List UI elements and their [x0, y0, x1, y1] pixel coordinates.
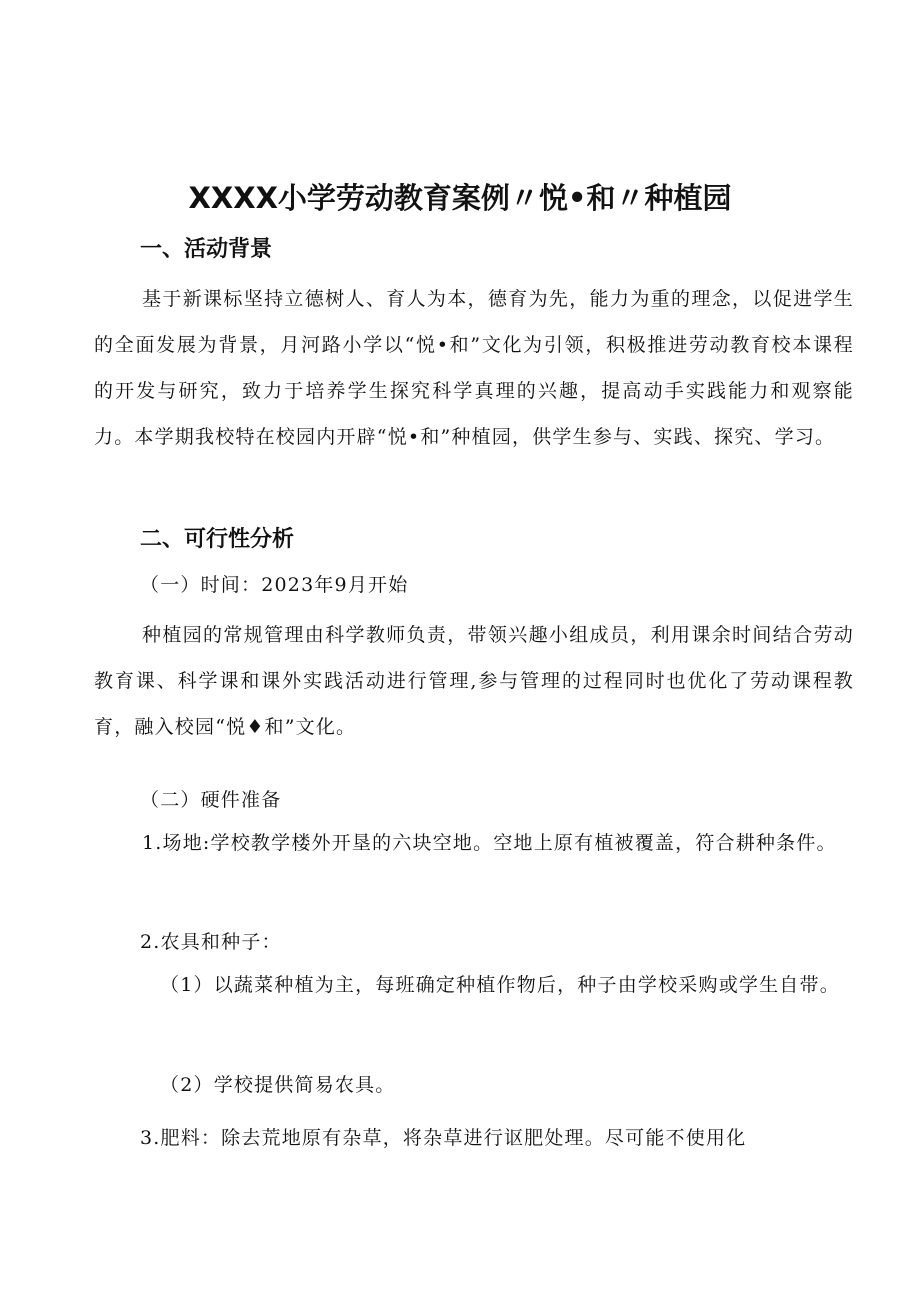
- item-fertilizer: 3.肥料：除去荒地原有杂草，将杂草进行讴肥处理。尽可能不使用化: [140, 1127, 747, 1149]
- section-heading-feasibility: 二、可行性分析: [140, 527, 295, 552]
- hardware-label: （二）硬件准备: [140, 789, 282, 811]
- section-heading-background: 一、活动背景: [140, 237, 273, 262]
- time-label: （一）时间：2023年9月开始: [140, 574, 409, 596]
- document-title: XXXX小学劳动教育案例〃悦•和〃种植园: [188, 181, 732, 215]
- item-tools-sub2: （2）学校提供简易农具。: [160, 1074, 396, 1096]
- time-paragraph: 种植园的常规管理由科学教师负责，带领兴趣小组成员，利用课余时间结合劳动教育课、科学课和课外实践活动进行管理,参与管理的过程同时也优化了劳动课程教育，融入校园“悦♦和”文化。: [94, 624, 854, 738]
- background-paragraph: 基于新课标坚持立德树人、育人为本，德育为先，能力为重的理念，以促进学生的全面发展为背景，月河路小学以“悦•和”文化为引领，积极推进劳动教育校本课程的开发与研究，致力于培养学生探究科学真理的兴趣，提高动手实践能力和观察能力。本学期我校特在校园内开辟“悦•和”种植园，供学生参与、实践、探究、学习。: [94, 288, 854, 448]
- item-tools-seeds-label: 2.农具和种子：: [140, 931, 282, 953]
- item-site: 1.场地:学校教学楼外开垦的六块空地。空地上原有植被覆盖，符合耕种条件。: [142, 832, 837, 854]
- item-seeds-sub1: （1）以蔬菜种植为主，每班确定种植作物后，种子由学校采购或学生自带。: [160, 974, 840, 996]
